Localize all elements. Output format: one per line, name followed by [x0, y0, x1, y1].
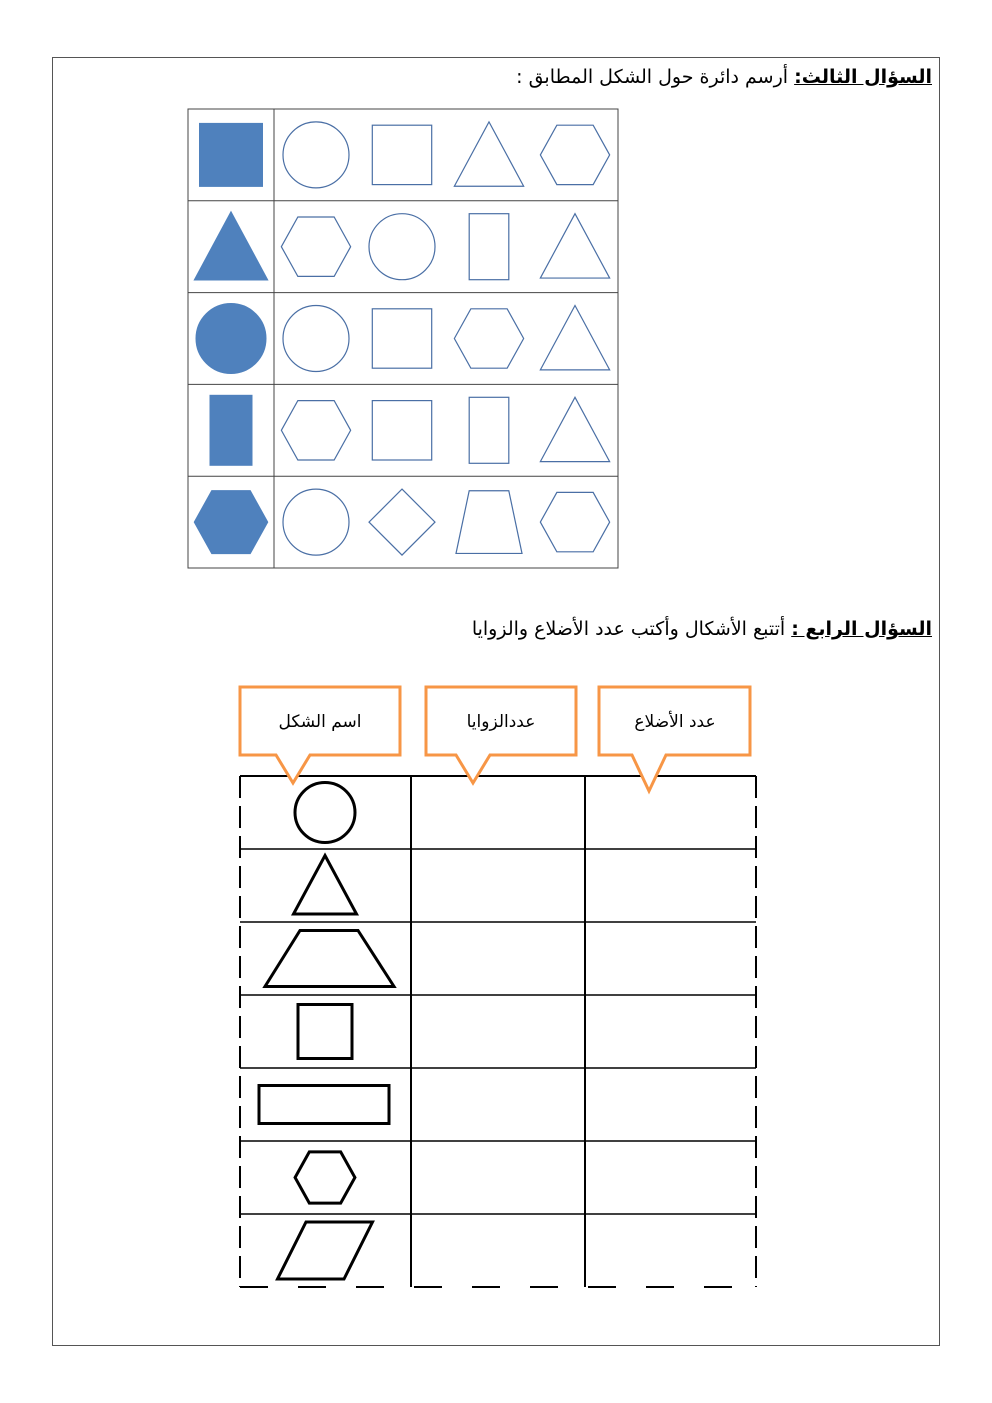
question-3-title: السؤال الثالث: — [794, 66, 932, 88]
question-4-title: السؤال الرابع : — [791, 618, 932, 640]
question-3-instruction: أرسم دائرة حول الشكل المطابق : — [516, 66, 789, 88]
callout-shape-name — [240, 687, 400, 783]
header-sides-count: عدد الأضلاع — [634, 712, 716, 732]
header-angles-count: عددالزوايا — [466, 712, 536, 732]
question-4-instruction: أتتبع الأشكال وأكتب عدد الأضلاع والزوايا — [471, 618, 786, 640]
callout-sides — [599, 687, 750, 791]
header-shape-name: اسم الشكل — [278, 712, 362, 732]
callout-angles — [426, 687, 576, 783]
